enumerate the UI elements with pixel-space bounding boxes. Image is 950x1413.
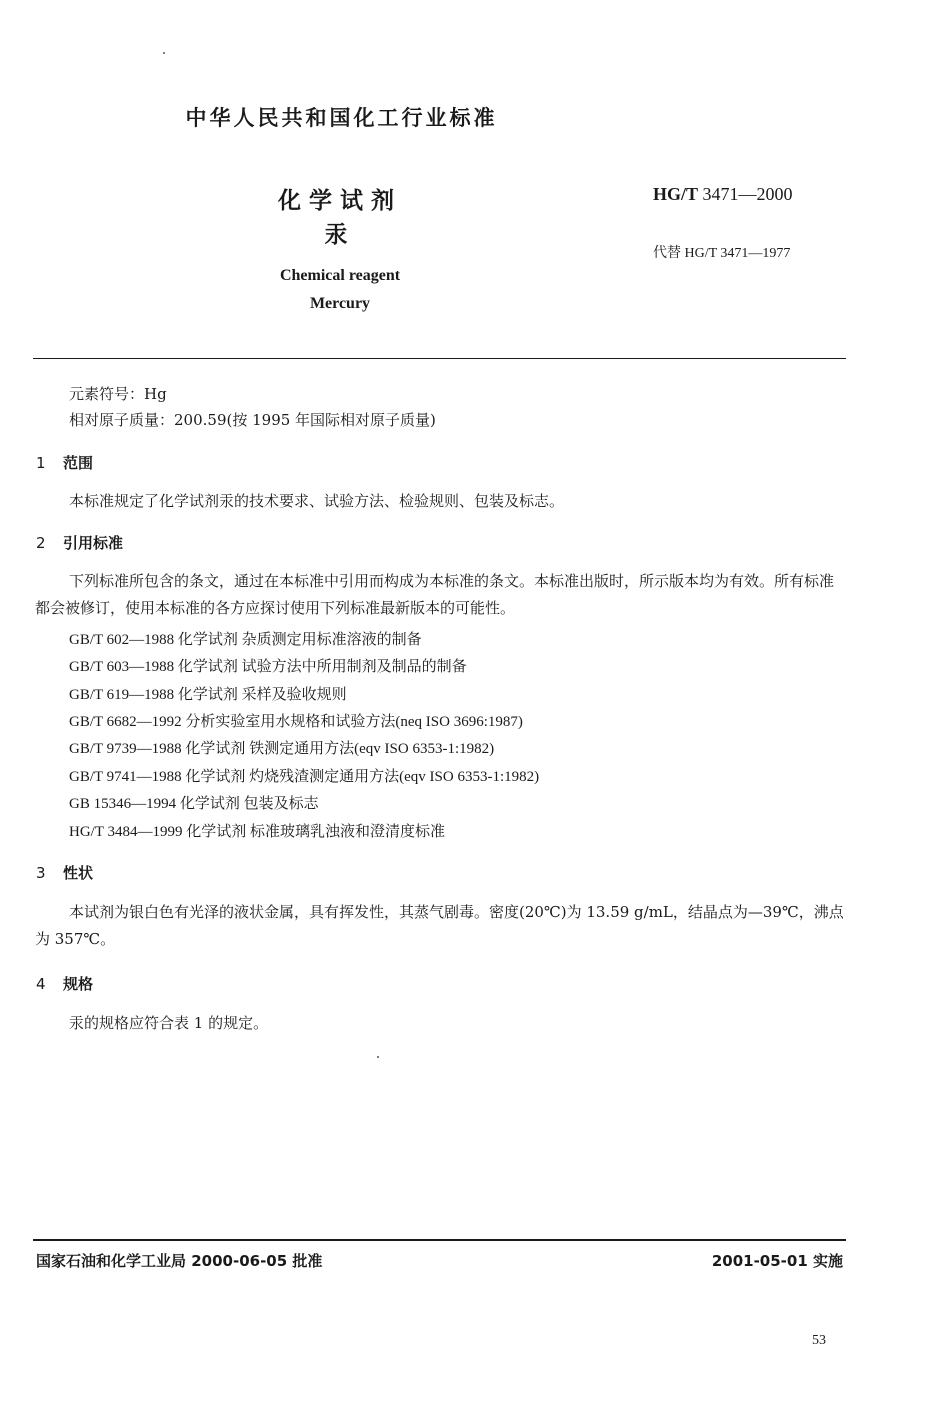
- footer-divider: [33, 1239, 846, 1241]
- page-number: 53: [812, 1333, 826, 1348]
- standard-code-prefix: HG/T: [653, 184, 699, 204]
- approval-statement: 国家石油和化学工业局 2000-06-05 批准: [36, 1252, 323, 1270]
- reference-item: GB/T 9739—1988 化学试剂 铁测定通用方法(eqv ISO 6353-1:1982): [69, 741, 495, 757]
- reference-item: GB/T 6682—1992 分析实验室用水规格和试验方法(neq ISO 3696:1987): [69, 714, 523, 730]
- title-cn-line2: 汞: [324, 222, 356, 248]
- section-heading: [36, 532, 123, 553]
- section-number: 4: [36, 975, 46, 993]
- section-title: 引用标准: [63, 534, 124, 552]
- element-symbol: 元素符号：Hg: [69, 385, 167, 403]
- title-en-line2: Mercury: [309, 295, 371, 312]
- standard-code: [653, 184, 793, 205]
- section-heading: [36, 973, 93, 994]
- section-number: 1: [36, 454, 46, 472]
- standard-code-number: 3471—2000: [702, 184, 793, 204]
- reference-item: HG/T 3484—1999 化学试剂 标准玻璃乳浊液和澄清度标准: [69, 824, 445, 840]
- reference-item: GB/T 602—1988 化学试剂 杂质测定用标准溶液的制备: [69, 632, 422, 648]
- section-title: 性状: [63, 864, 94, 882]
- reference-item: GB/T 603—1988 化学试剂 试验方法中所用制剂及制品的制备: [69, 659, 467, 675]
- section-paragraph: 下列标准所包含的条文，通过在本标准中引用而构成为本标准的条文。本标准出版时，所示版本均为有效。所有标准都会被修订，使用本标准的各方应探讨使用下列标准最新版本的可能性。: [35, 572, 835, 617]
- section-title: 规格: [63, 975, 94, 993]
- effective-date: 2001-05-01 实施: [711, 1252, 843, 1270]
- reference-item: GB/T 619—1988 化学试剂 采样及验收规则: [69, 687, 347, 703]
- section-title: 范围: [63, 454, 94, 472]
- reference-item: GB 15346—1994 化学试剂 包装及标志: [69, 796, 319, 812]
- scan-speck: [377, 1056, 379, 1058]
- section-number: 3: [36, 864, 46, 882]
- section-paragraph: 本标准规定了化学试剂汞的技术要求、试验方法、检验规则、包装及标志。: [69, 492, 565, 510]
- scan-speck: [163, 52, 165, 54]
- section-heading: [36, 452, 93, 473]
- replaces-note: 代替 HG/T 3471—1977: [653, 246, 791, 261]
- standard-type-heading: 中华人民共和国化工行业标准: [185, 106, 498, 130]
- header-divider: [33, 358, 846, 359]
- reference-item: GB/T 9741—1988 化学试剂 灼烧残渣测定通用方法(eqv ISO 6353-1:1982): [69, 769, 540, 785]
- section-number: 2: [36, 534, 46, 552]
- title-cn-line1: 化学试剂: [278, 188, 402, 214]
- section-heading: [36, 862, 93, 883]
- atomic-mass: 相对原子质量：200.59(按 1995 年国际相对原子质量): [69, 411, 436, 429]
- title-en-line1: Chemical reagent: [279, 267, 401, 284]
- section-paragraph: 汞的规格应符合表 1 的规定。: [69, 1014, 269, 1032]
- section-paragraph: 本试剂为银白色有光泽的液状金属，具有挥发性，其蒸气剧毒。密度(20℃)为 13.59 g/mL，结晶点为—39℃，沸点为 357℃。: [35, 903, 844, 948]
